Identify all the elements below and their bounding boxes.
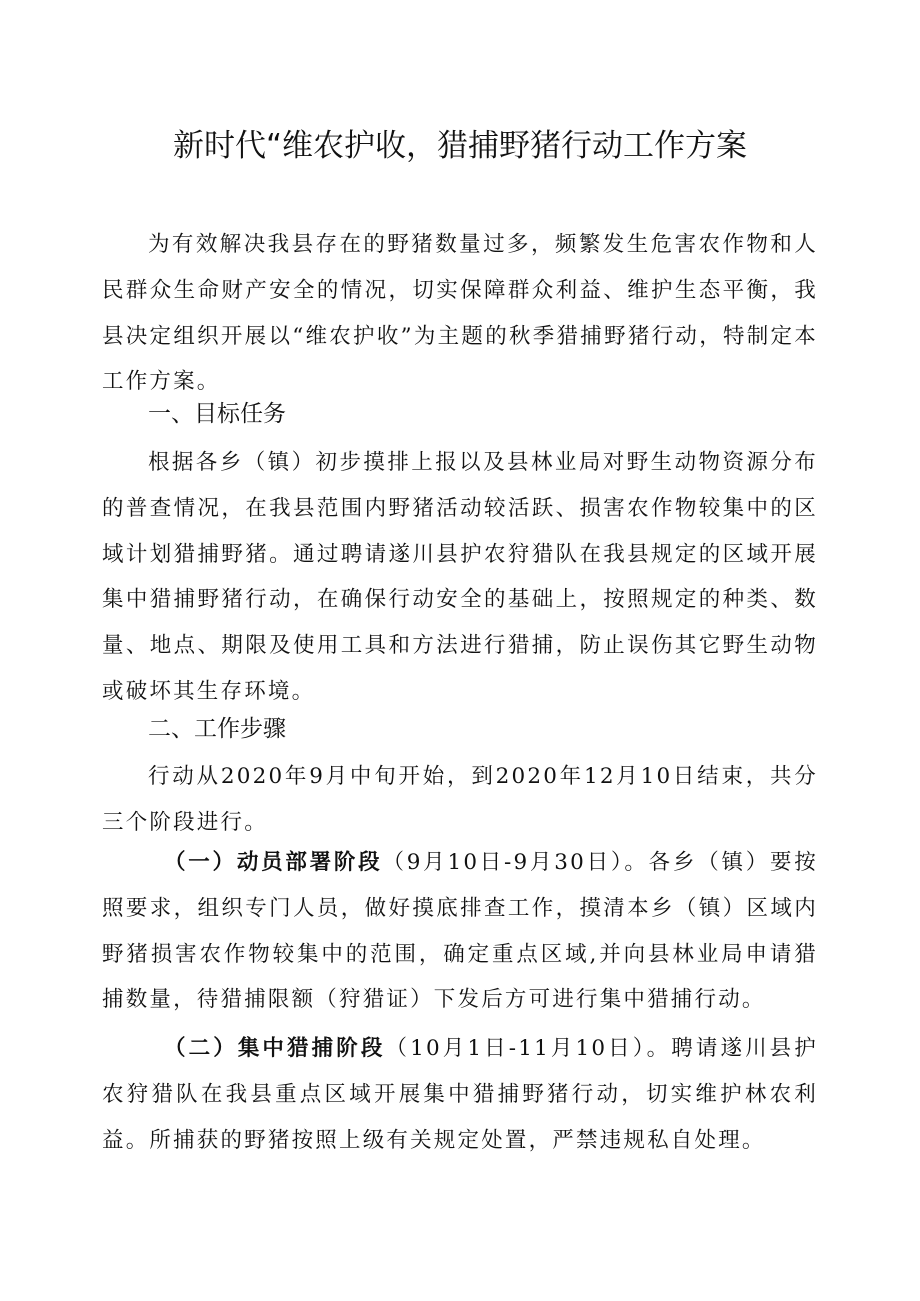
section-heading-steps: 二、工作步骤 [148,716,286,742]
phase2-label: （二）集中猎捕阶段 [164,1036,386,1061]
document-title: 新时代“维农护收，猎捕野猪行动工作方案 [172,128,748,164]
goals-paragraph: 根据各乡（镇）初步摸排上报以及县林业局对野生动物资源分布的普查情况，在我县范围内野猪活动较活跃、损害农作物较集中的区域计划猎捕野猪。通过聘请遂川县护农狩猎队在我县规定的区域开展集中猎捕野猪行动，在确保行动安全的基础上，按照规定的种类、数量、地点、期限及使用工具和方法进行猎捕，防止误伤其它野生动物或破坏其生存环境。 [102,450,818,704]
phase2-paragraph [102,1026,818,1163]
intro-paragraph: 为有效解决我县存在的野猪数量过多，频繁发生危害农作物和人民群众生命财产安全的情况，切实保障群众利益、维护生态平衡，我县决定组织开展以“维农护收”为主题的秋季猎捕野猪行动，特制定本工作方案。 [102,232,818,395]
section-heading-goals: 一、目标任务 [148,401,286,427]
phase1-paragraph [102,840,818,1023]
phase2-body: 。聘请遂川县护农狩猎队在我县重点区域开展集中猎捕野猪行动，切实维护林农利益。所捕获的野猪按照上级有关规定处置，严禁违规私自处理。 [102,1036,818,1153]
phase1-dates: （9月10日-9月30日） [382,850,625,875]
steps-paragraph: 行动从2020年9月中旬开始，到2020年12月10日结束，共分三个阶段进行。 [102,764,818,835]
phase1-body: 。各乡（镇）要按照要求，组织专门人员，做好摸底排查工作，摸清本乡（镇）区域内野猪损害农作物较集中的范围，确定重点区域,并向县林业局申请猎捕数量，待猎捕限额（狩猎证）下发后方可进行集中猎捕行动。 [102,850,818,1013]
phase2-dates: （10月1日-11月10日） [385,1036,647,1061]
phase1-label: （一）动员部署阶段 [164,850,383,875]
